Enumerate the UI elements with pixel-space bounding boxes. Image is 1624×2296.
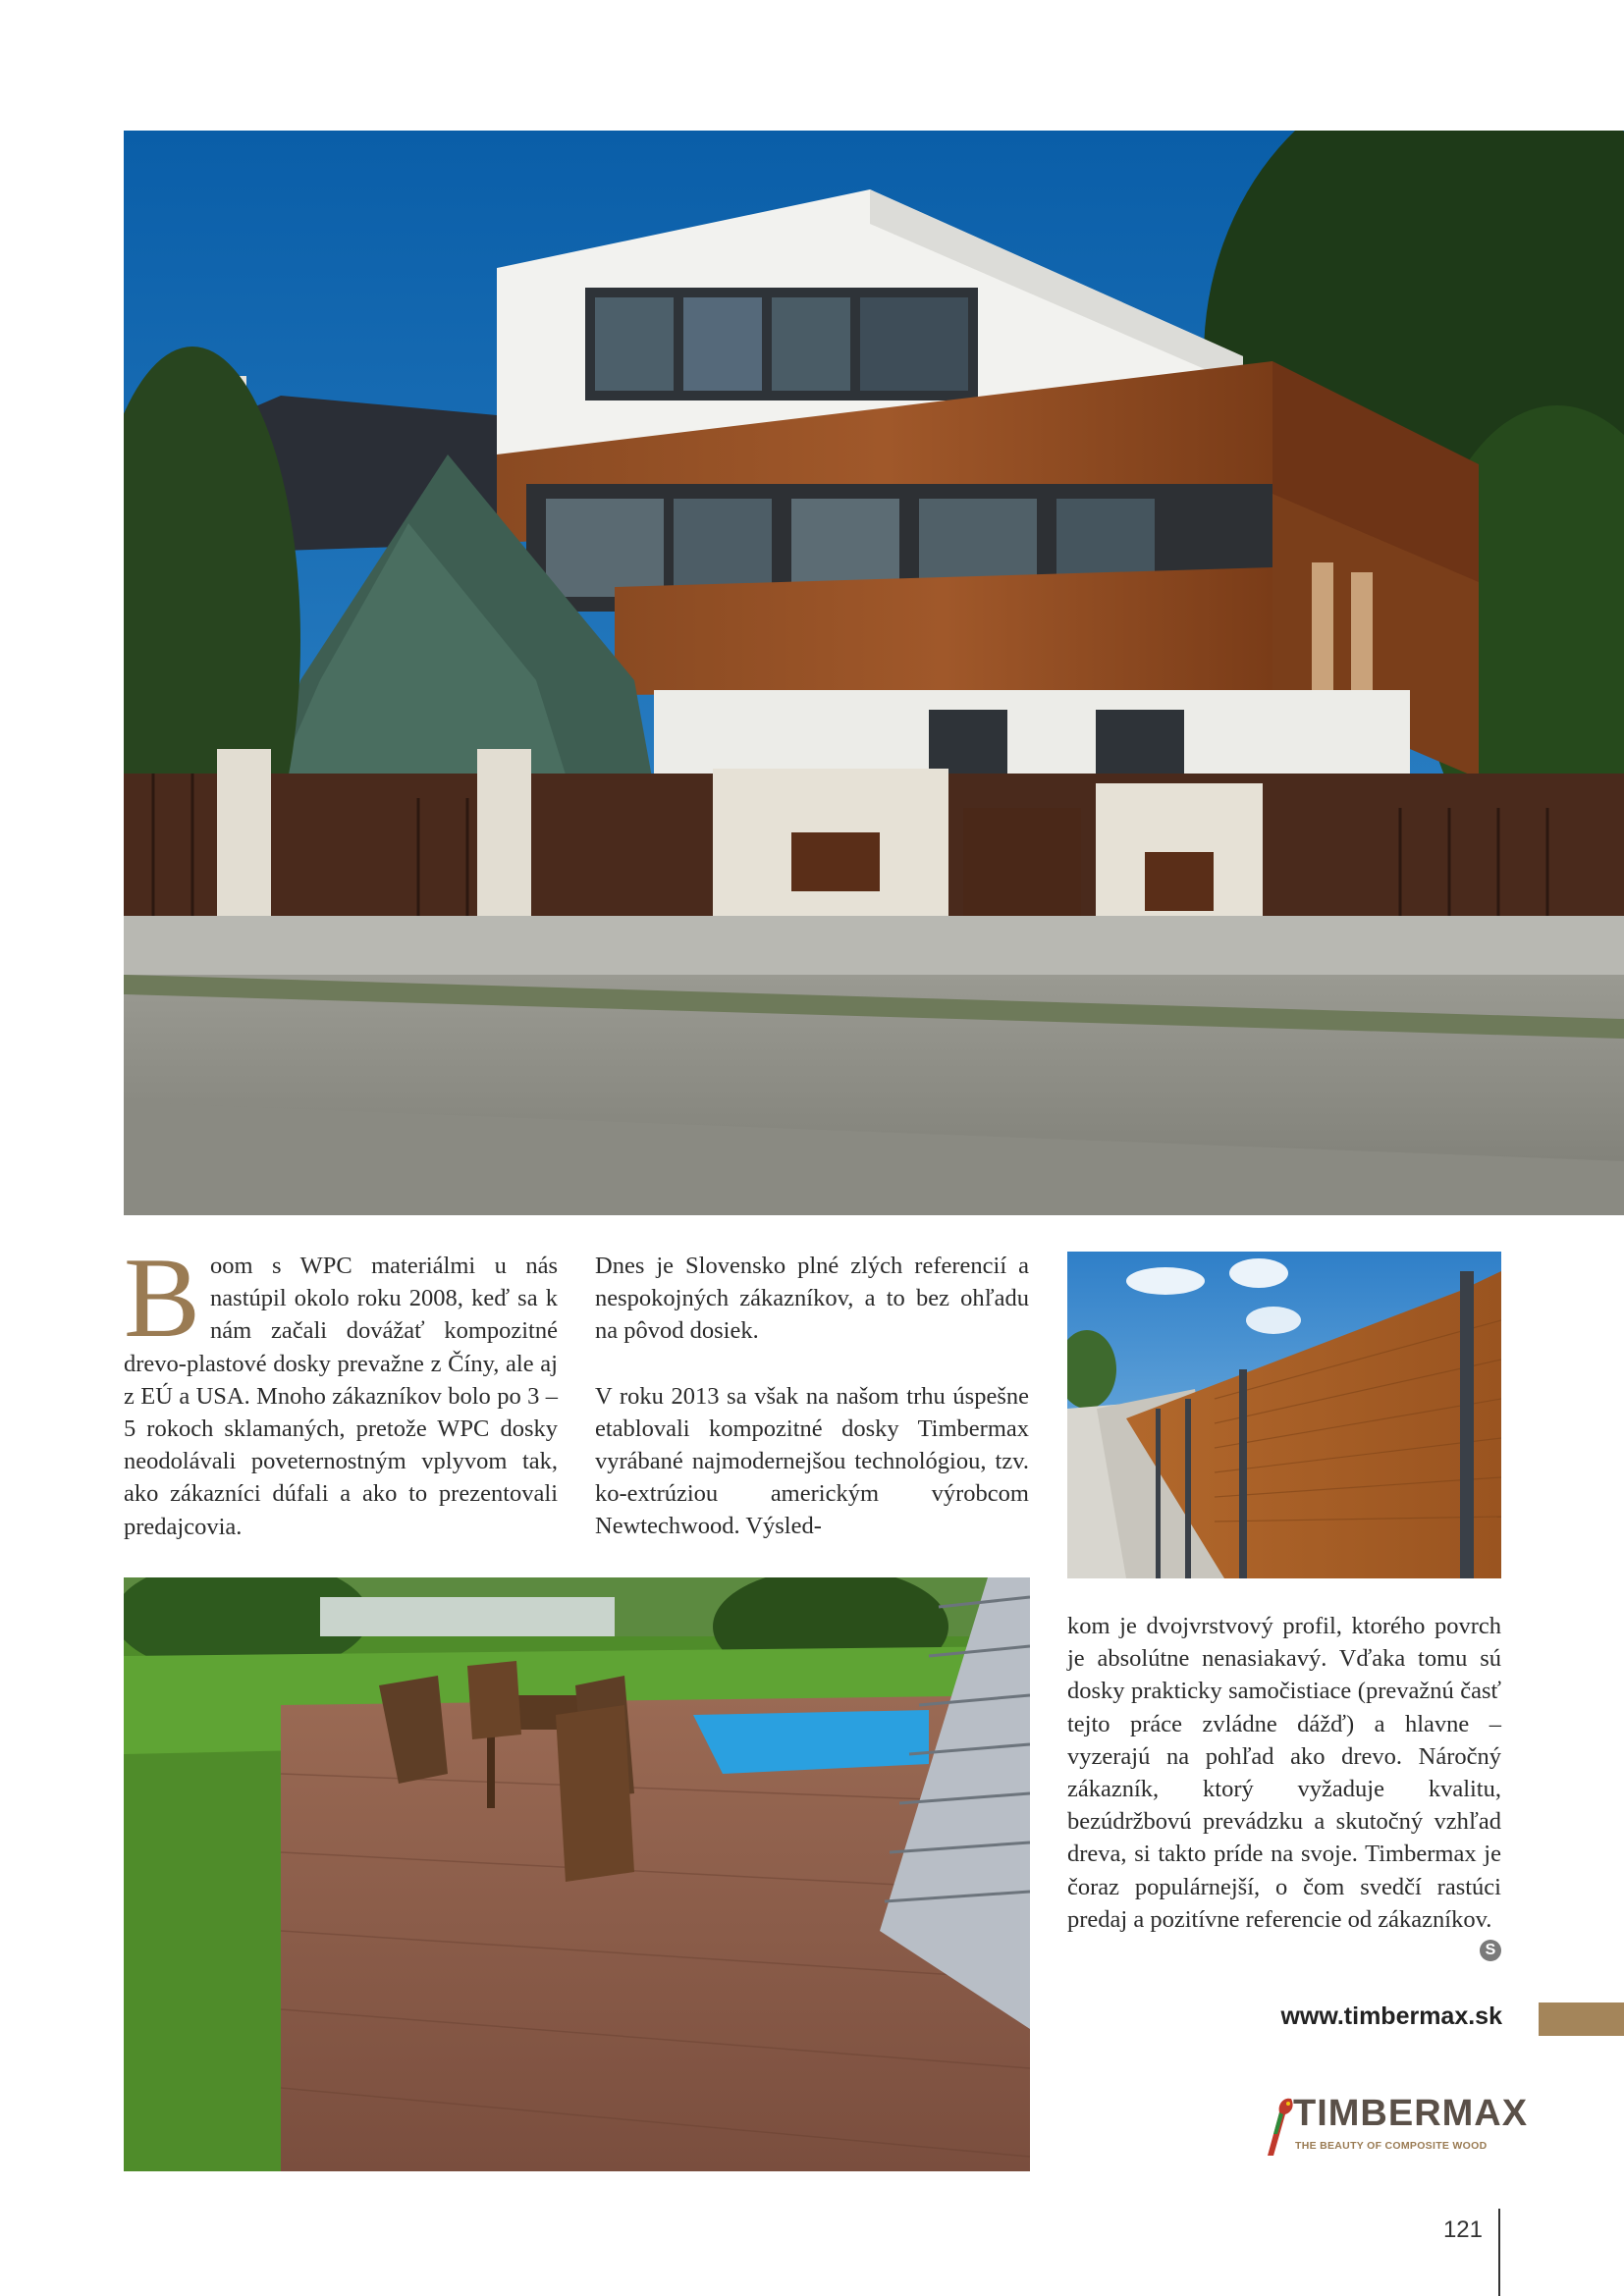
hero-house-photo	[124, 131, 1624, 1215]
logo-name: TIMBERMAX	[1293, 2093, 1529, 2134]
column-3-text: kom je dvojvrstvový profil, ktorého povrch je absolútne nenasiakavý. Vďaka tomu sú dosky prakticky samočistiace (prevažnú časť tejto práce zvládne dážď) a hlavne – vyzerajú na pohľad ako drevo. Náročný zákazník, ktorý vyžaduje kvalitu, bezúdržbovú prevádzku a skutočný vzhľad dreva, si takto príde na svoje. Timbermax je čoraz populárnejší, o čom svedčí rastúci predaj a pozitívne referencie od zákazníkov.	[1067, 1613, 1501, 1933]
timbermax-logo	[1262, 2091, 1529, 2160]
article-column-3	[1067, 1610, 1501, 1961]
page-number-rule	[1498, 2209, 1500, 2296]
deck-photo	[124, 1577, 1030, 2171]
page-number: 121	[1442, 2216, 1483, 2243]
column-2-paragraph-2: V roku 2013 sa však na našom trhu úspešne etablovali kompozitné dosky Timbermax vyrábané najmodernejšou technológiou, tzv. ko-extrúziou americkým výrobcom Newtechwood. Výsled-	[595, 1382, 1029, 1540]
section-tab-bar	[1539, 2002, 1624, 2036]
logo-tagline: THE BEAUTY OF COMPOSITE WOOD	[1295, 2140, 1488, 2152]
article-column-2	[595, 1250, 1029, 1543]
column-1-text: oom s WPC materiálmi u nás nastúpil okolo roku 2008, keď sa k nám začali dovážať kompozitné drevo-plastové dosky prevažne z Číny, ale aj z EÚ a USA. Mnoho zákazníkov bolo po 3 – 5 rokoch sklamaných, pretože WPC dosky neodolávali poveternostným vplyvom tak, ako zákazníci dúfali a ako to prezentovali predajcovia.	[124, 1253, 558, 1540]
end-mark-icon: S	[1480, 1940, 1501, 1961]
column-2-paragraph-1: Dnes je Slovensko plné zlých referencií a nespokojných zákazníkov, a to bez ohľadu na pôvod dosiek.	[595, 1253, 1029, 1345]
article-column-1	[124, 1235, 558, 1543]
drop-cap: B	[124, 1235, 201, 1362]
website-link[interactable]: www.timbermax.sk	[1280, 2002, 1502, 2030]
fence-photo	[1067, 1252, 1501, 1578]
